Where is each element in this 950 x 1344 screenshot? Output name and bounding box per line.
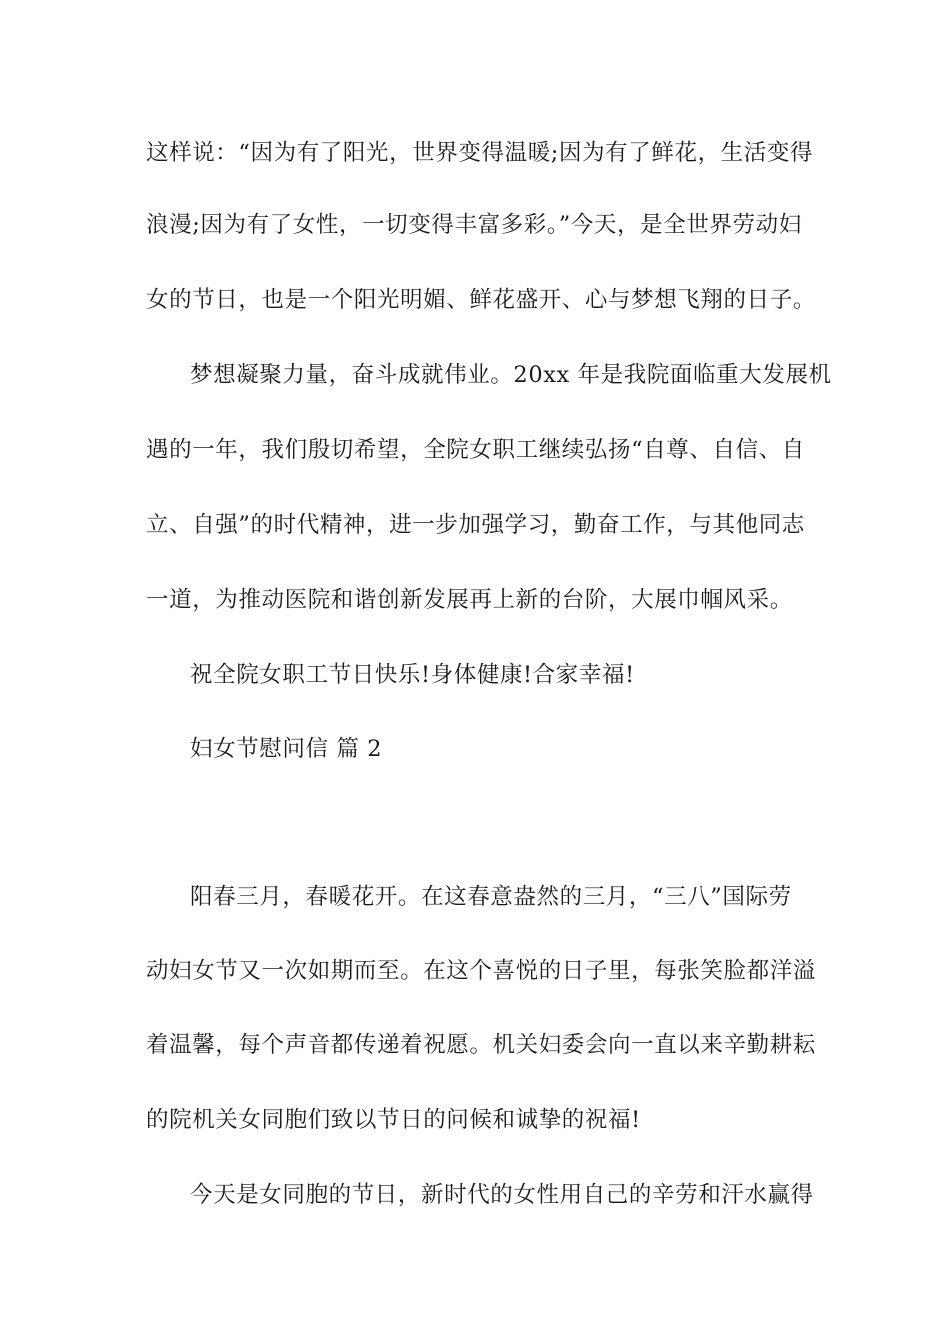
section-heading: 妇女节慰问信 篇 2: [190, 736, 383, 762]
text-line: 阳春三月，春暖花开。在这春意盎然的三月，“三八”国际劳: [190, 884, 792, 910]
text-line: 浪漫;因为有了女性，一切变得丰富多彩。”今天，是全世界劳动妇: [146, 212, 802, 238]
text-line: 遇的一年，我们殷切希望，全院女职工继续弘扬“自尊、自信、自: [146, 437, 805, 463]
text-line: 女的节日，也是一个阳光明媚、鲜花盛开、心与梦想飞翔的日子。: [146, 287, 816, 313]
text-line: 立、自强”的时代精神，进一步加强学习，勤奋工作，与其他同志: [146, 512, 805, 538]
text-line: 祝全院女职工节日快乐!身体健康!合家幸福!: [190, 662, 635, 688]
text-line: 这样说：“因为有了阳光，世界变得温暖;因为有了鲜花，生活变得: [146, 140, 814, 166]
text-line: 动妇女节又一次如期而至。在这个喜悦的日子里，每张笑脸都洋溢: [146, 958, 816, 984]
text-line: 梦想凝聚力量，奋斗成就伟业。20xx 年是我院面临重大发展机: [190, 362, 832, 388]
text-line: 着温馨，每个声音都传递着祝愿。机关妇委会向一直以来辛勤耕耘: [146, 1032, 816, 1058]
text-line: 今天是女同胞的节日，新时代的女性用自己的辛劳和汗水赢得: [190, 1182, 814, 1208]
text-line: 一道，为推动医院和谐创新发展再上新的台阶，大展巾帼风采。: [146, 587, 793, 613]
text-line: 的院机关女同胞们致以节日的问候和诚挚的祝福!: [146, 1107, 641, 1133]
